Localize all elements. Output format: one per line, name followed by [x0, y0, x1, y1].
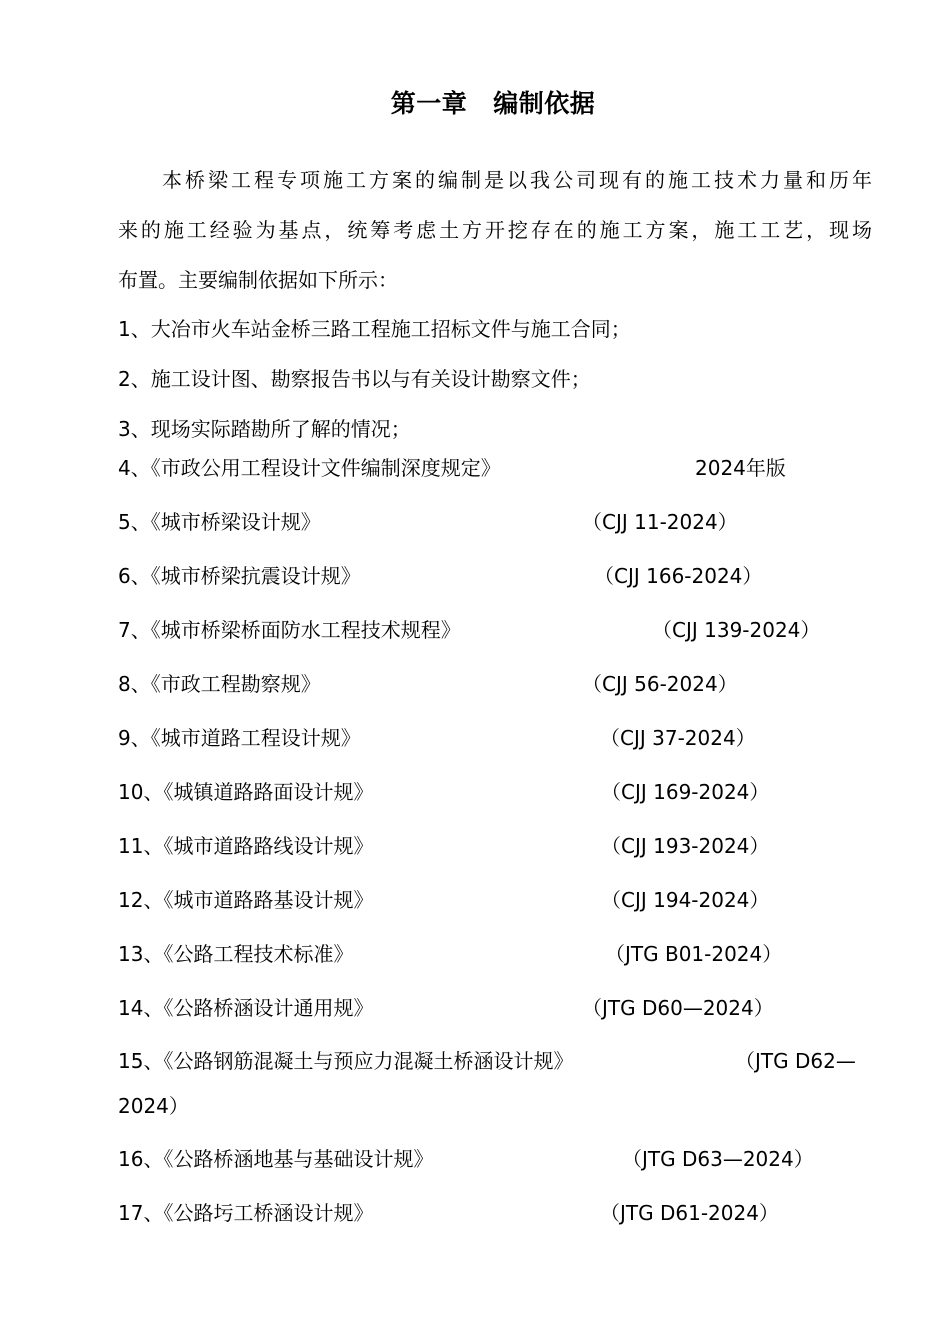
chapter-title — [0, 84, 950, 120]
standard-title-11: 11、《城市道路路线设计规》 — [118, 834, 374, 858]
standard-code-15: （JTG D62— — [735, 1049, 856, 1073]
intro-line-3: 布置。主要编制依据如下所示： — [118, 268, 398, 292]
standard-title-15: 15、《公路钢筋混凝土与预应力混凝土桥涵设计规》 — [118, 1049, 574, 1073]
standard-title-13: 13、《公路工程技术标准》 — [118, 942, 354, 966]
standard-code-9: （CJJ 37-2024） — [600, 726, 756, 750]
basis-item-2: 2、施工设计图、勘察报告书以与有关设计勘察文件； — [118, 367, 591, 391]
standard-code-15-continued: 2024） — [118, 1094, 189, 1118]
standard-title-14: 14、《公路桥涵设计通用规》 — [118, 996, 374, 1020]
intro-paragraph — [118, 155, 872, 305]
basis-item-1: 1、大冶市火车站金桥三路工程施工招标文件与施工合同； — [118, 317, 631, 341]
standard-code-13: （JTG B01-2024） — [605, 942, 783, 966]
standard-title-16: 16、《公路桥涵地基与基础设计规》 — [118, 1147, 434, 1171]
standard-code-17: （JTG D61-2024） — [600, 1201, 779, 1225]
standard-title-5: 5、《城市桥梁设计规》 — [118, 510, 321, 534]
standard-title-7: 7、《城市桥梁桥面防水工程技术规程》 — [118, 618, 461, 642]
standard-title-9: 9、《城市道路工程设计规》 — [118, 726, 361, 750]
standard-code-6: （CJJ 166-2024） — [594, 564, 763, 588]
standard-code-8: （CJJ 56-2024） — [582, 672, 738, 696]
standard-title-10: 10、《城镇道路路面设计规》 — [118, 780, 374, 804]
standard-code-5: （CJJ 11-2024） — [582, 510, 738, 534]
chapter-name: 编制依据 — [493, 89, 596, 118]
standard-code-11: （CJJ 193-2024） — [601, 834, 770, 858]
standard-code-12: （CJJ 194-2024） — [601, 888, 770, 912]
standard-code-14: （JTG D60—2024） — [582, 996, 774, 1020]
intro-line-2: 来的施工经验为基点，统筹考虑土方开挖存在的施工方案，施工工艺，现场 — [118, 218, 872, 242]
basis-item-3: 3、现场实际踏勘所了解的情况； — [118, 417, 411, 441]
chapter-number: 第一章 — [390, 89, 468, 118]
intro-line-1: 本桥梁工程专项施工方案的编制是以我公司现有的施工技术力量和历年 — [162, 168, 872, 192]
standard-title-17: 17、《公路圬工桥涵设计规》 — [118, 1201, 374, 1225]
standard-code-16: （JTG D63—2024） — [622, 1147, 814, 1171]
standard-title-4: 4、《市政公用工程设计文件编制深度规定》 — [118, 456, 501, 480]
standard-code-10: （CJJ 169-2024） — [601, 780, 770, 804]
standard-code-7: （CJJ 139-2024） — [652, 618, 821, 642]
standard-title-8: 8、《市政工程勘察规》 — [118, 672, 321, 696]
standard-code-4: 2024年版 — [695, 456, 786, 480]
standard-title-6: 6、《城市桥梁抗震设计规》 — [118, 564, 361, 588]
standard-title-12: 12、《城市道路路基设计规》 — [118, 888, 374, 912]
